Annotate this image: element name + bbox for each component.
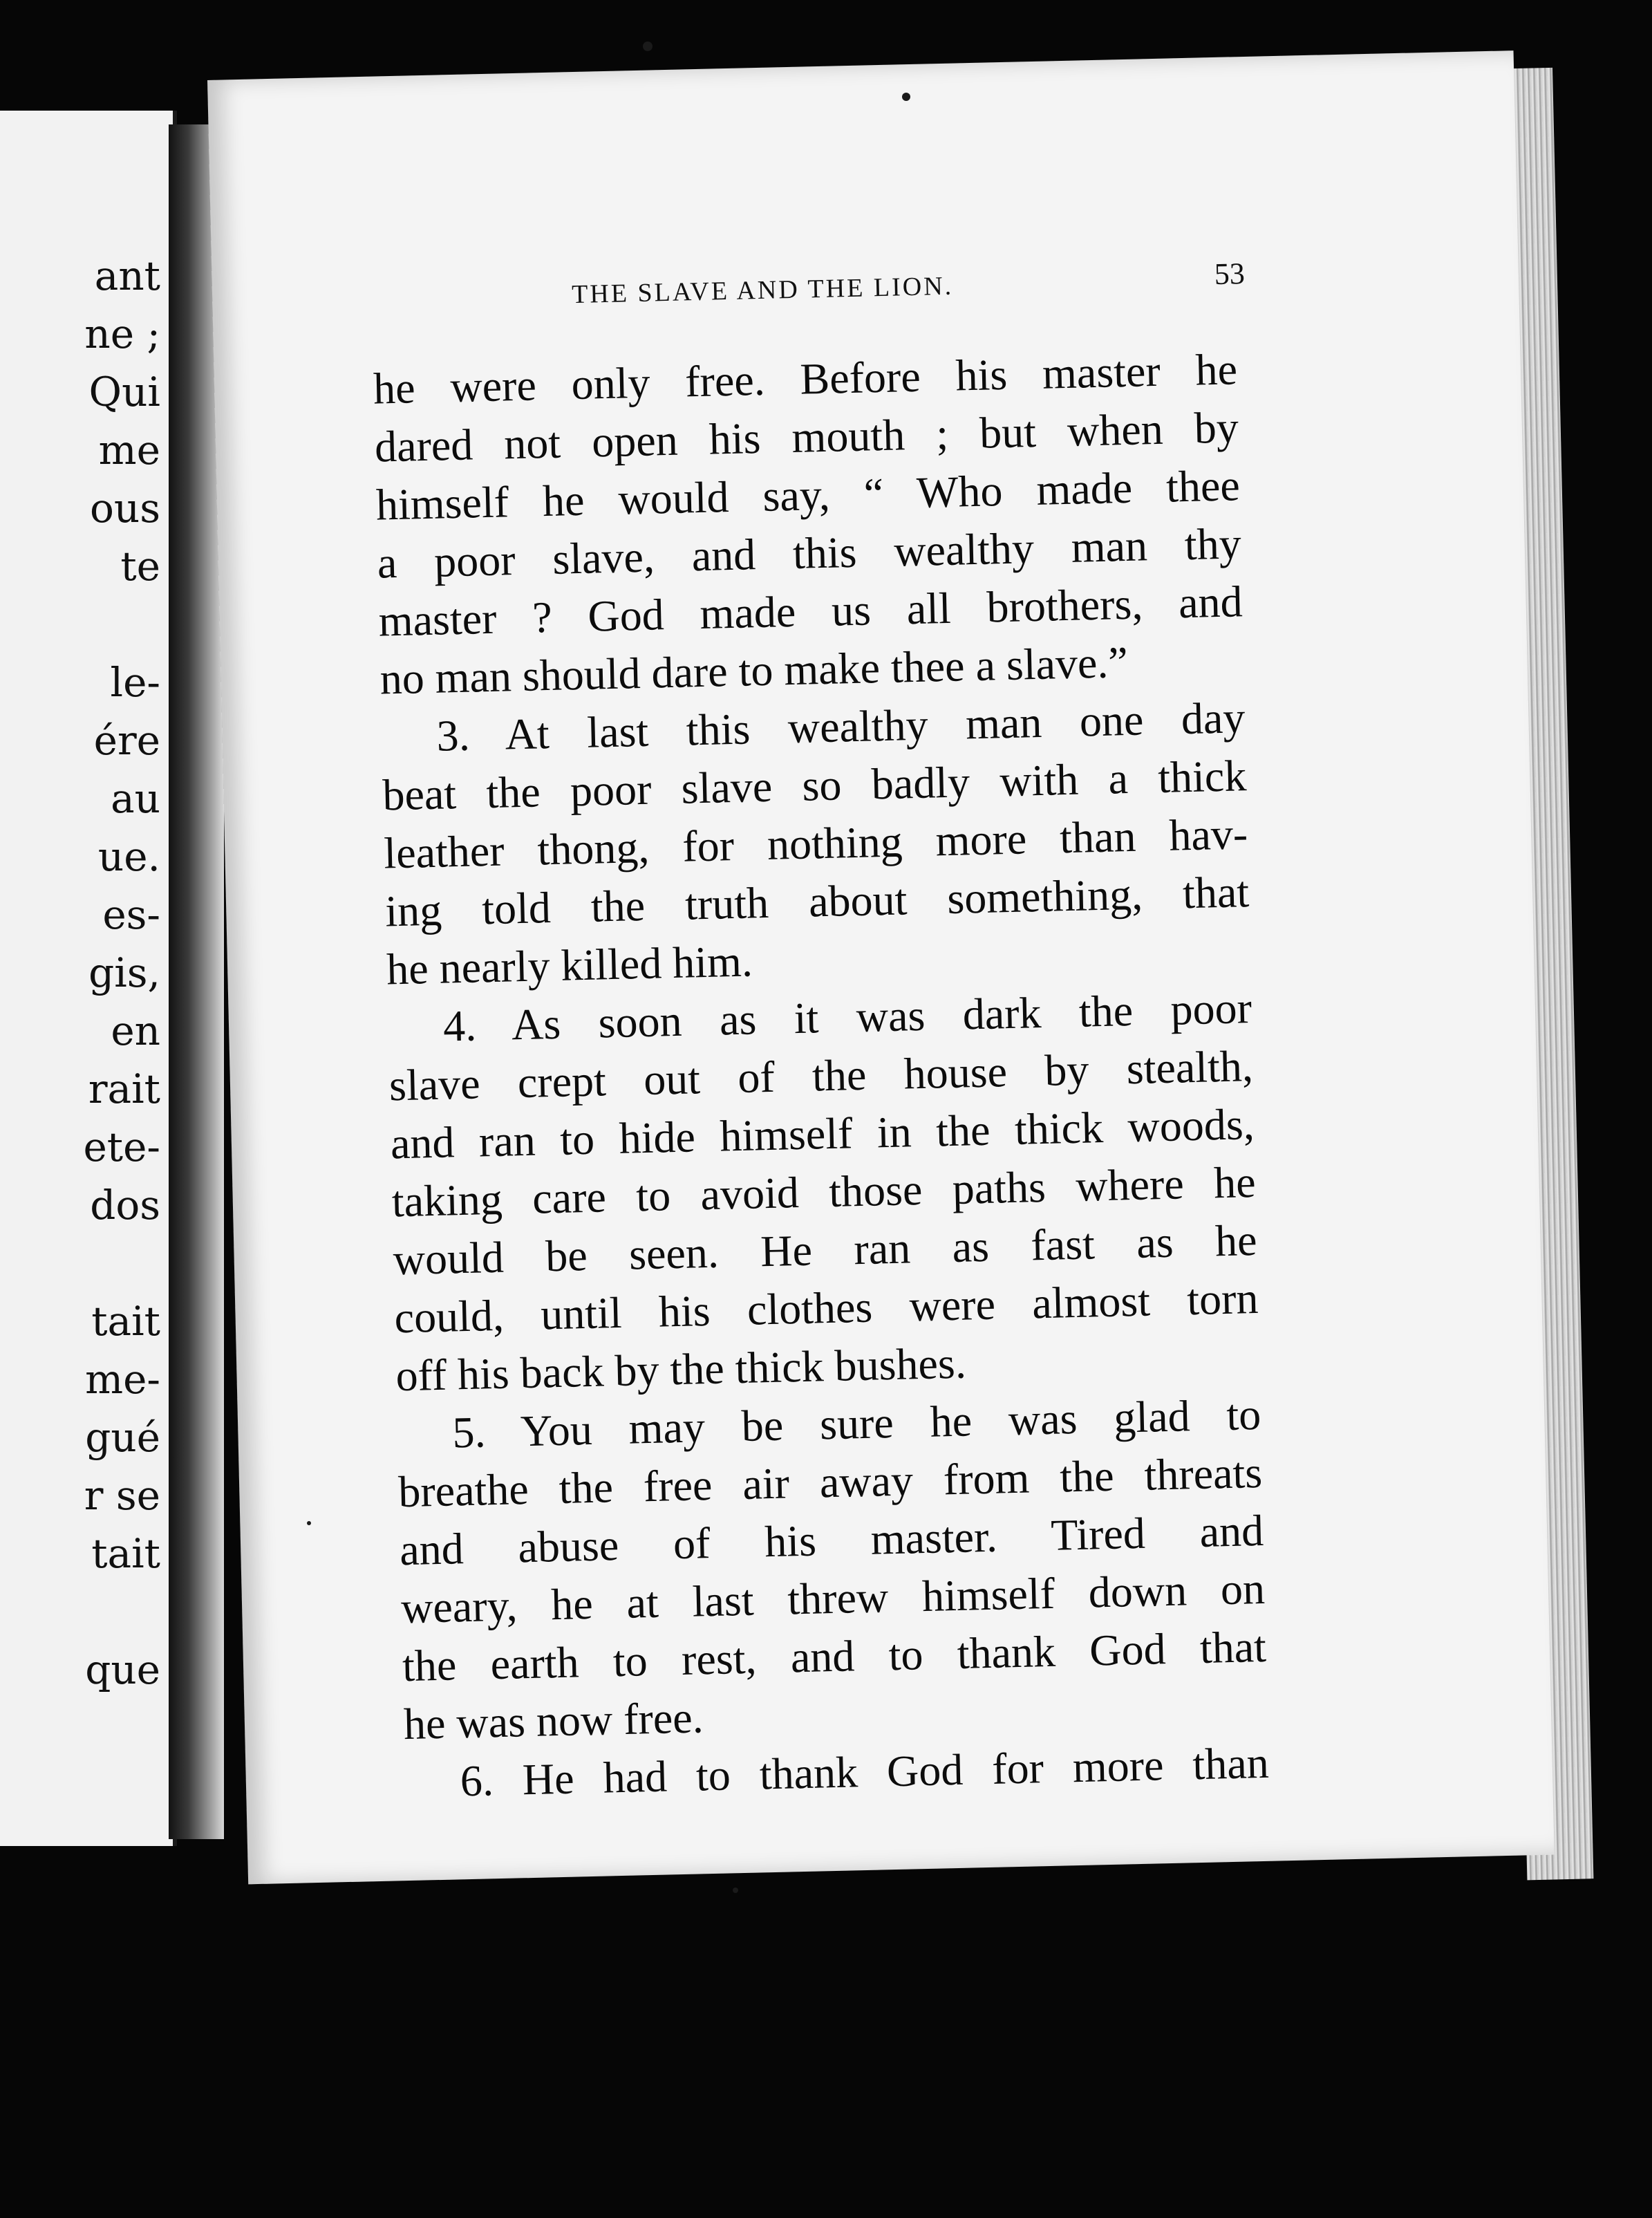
left-page-fragment: ant xyxy=(94,252,160,299)
left-page-fragment: au xyxy=(111,775,160,822)
left-page-fragment: ére xyxy=(93,717,160,764)
text-line: master ? God made us all brothers, and xyxy=(378,577,1243,646)
left-page-fragment: tait xyxy=(91,1298,160,1345)
text-line: and abuse of his master. Tired and xyxy=(399,1505,1264,1575)
left-page-fragment: ous xyxy=(89,485,160,532)
text-line: 3. At last this wealthy man one day xyxy=(435,693,1246,761)
speck xyxy=(643,41,653,51)
left-page-fragment: ete- xyxy=(83,1124,160,1171)
speck xyxy=(733,1888,738,1893)
left-page-fragment: te xyxy=(120,543,160,590)
left-page xyxy=(0,111,177,1846)
left-page-fragment: me xyxy=(98,427,160,474)
text-line: he was now free. xyxy=(403,1693,704,1749)
text-line: 4. As soon as it was dark the poor xyxy=(442,983,1252,1051)
right-page xyxy=(207,50,1555,1884)
text-line: beat the poor slave so badly with a thick xyxy=(382,751,1248,820)
left-page-fragment: r se xyxy=(84,1472,160,1519)
text-line: a poor slave, and this wealthy man thy xyxy=(377,519,1242,588)
left-page-fragment: es- xyxy=(102,891,160,938)
left-page-fragment: gis, xyxy=(88,949,160,996)
body-text xyxy=(373,340,1269,1811)
text-line: 5. You may be sure he was glad to xyxy=(451,1389,1261,1457)
left-page-fragment: que xyxy=(85,1646,160,1693)
left-page-fragment: ne ; xyxy=(84,310,160,357)
left-page-fragment: rait xyxy=(88,1065,160,1112)
text-line: and ran to hide himself in the thick woods, xyxy=(390,1099,1255,1168)
text-line: dared not open his mouth ; but when by xyxy=(374,402,1239,472)
speck xyxy=(307,1521,311,1525)
text-line: breathe the free air away from the threats xyxy=(397,1447,1263,1517)
text-line: would be seen. He ran as fast as he xyxy=(392,1215,1258,1285)
text-line: no man should dare to make thee a slave.” xyxy=(379,637,1129,704)
text-line: he were only free. Before his master he xyxy=(373,344,1238,413)
text-line: taking care to avoid those paths where he xyxy=(391,1157,1257,1227)
left-page-fragment: gué xyxy=(85,1414,160,1461)
text-line: could, until his clothes were almost torn xyxy=(393,1273,1259,1343)
text-line: himself he would say, “ Who made thee xyxy=(375,460,1241,530)
text-line: off his back by the thick bushes. xyxy=(395,1338,967,1401)
page-number: 53 xyxy=(1214,257,1246,292)
text-line: he nearly killed him. xyxy=(386,936,753,994)
text-line: 6. He had to thank God for more than xyxy=(460,1737,1270,1806)
left-page-fragment: tait xyxy=(91,1530,160,1577)
text-line: slave crept out of the house by stealth, xyxy=(388,1041,1254,1110)
left-page-fragment: Qui xyxy=(88,369,160,416)
left-page-fragment: dos xyxy=(90,1182,160,1229)
left-page-fragment: me- xyxy=(85,1356,160,1403)
text-line: ing told the truth about something, that xyxy=(384,867,1250,936)
running-head: THE SLAVE AND THE LION. xyxy=(571,271,954,310)
text-line: leather thong, for nothing more than hav- xyxy=(383,809,1248,878)
left-page-fragment: en xyxy=(111,1007,160,1054)
text-line: weary, he at last threw himself down on xyxy=(400,1563,1266,1633)
left-page-fragment: le- xyxy=(110,659,160,706)
text-line: the earth to rest, and to thank God that xyxy=(402,1621,1267,1691)
left-page-fragment: ue. xyxy=(97,833,160,880)
speck xyxy=(902,93,910,101)
